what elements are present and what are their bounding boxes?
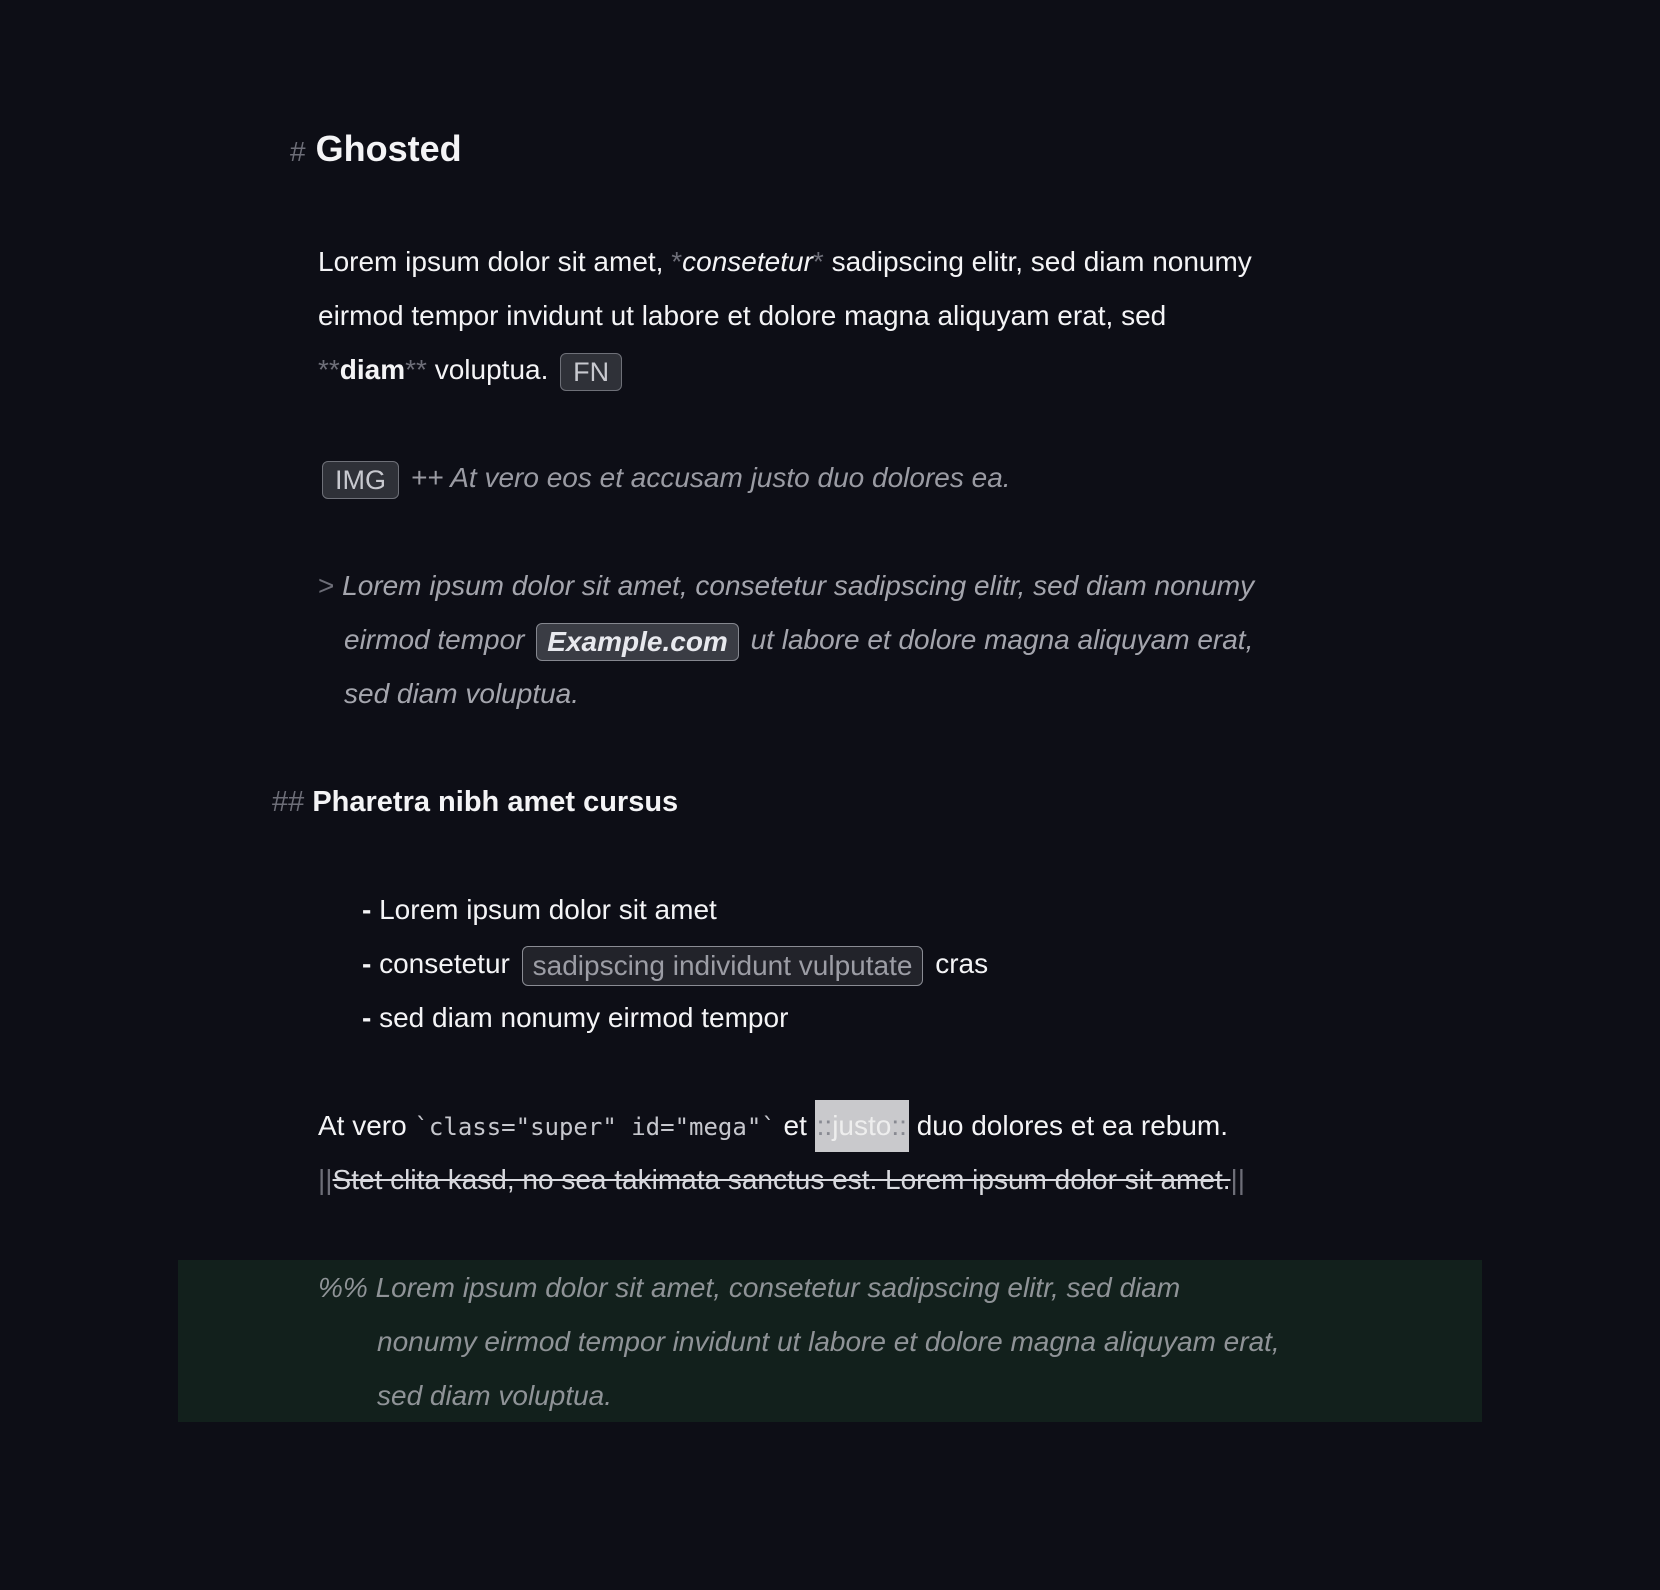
heading-text: Pharetra nibh amet cursus bbox=[312, 786, 679, 818]
paragraph-line bbox=[318, 289, 1166, 343]
strike-marker: || bbox=[318, 1164, 333, 1195]
blockquote-line bbox=[318, 559, 1254, 613]
heading-marker: # bbox=[290, 136, 306, 167]
strong-marker: ** bbox=[318, 354, 340, 385]
strike-marker: || bbox=[1230, 1164, 1246, 1195]
strong-text: diam bbox=[339, 354, 406, 385]
text-run: duo dolores et ea rebum. bbox=[908, 1110, 1229, 1141]
text-run: nonumy eirmod tempor invidunt ut labore et dolore magna aliquyam erat, bbox=[377, 1326, 1280, 1357]
list-bullet: - bbox=[362, 1002, 372, 1033]
heading-1 bbox=[290, 122, 462, 179]
link[interactable]: Example.com bbox=[536, 623, 739, 661]
blockquote-line bbox=[344, 613, 1253, 667]
blockquote-line bbox=[344, 667, 579, 721]
image-tag[interactable]: IMG bbox=[322, 461, 399, 499]
comment-line bbox=[377, 1315, 1280, 1369]
heading-text: Ghosted bbox=[315, 128, 462, 169]
image-caption: At vero eos et accusam justo duo dolores ea. bbox=[443, 462, 1011, 493]
text-run: Lorem ipsum dolor sit amet bbox=[371, 894, 717, 925]
list-item bbox=[362, 937, 988, 991]
list-bullet: - bbox=[362, 894, 372, 925]
text-run: Lorem ipsum dolor sit amet, consetetur sadipscing elitr, sed diam bbox=[367, 1272, 1181, 1303]
comment-line bbox=[377, 1369, 612, 1423]
text-run: Lorem ipsum dolor sit amet, consetetur sadipscing elitr, sed diam nonumy bbox=[334, 570, 1255, 601]
strikethrough-text: Stet clita kasd, no sea takimata sanctus est. Lorem ipsum dolor sit amet. bbox=[332, 1164, 1231, 1195]
inline-code: `class="super" id="mega"` bbox=[414, 1113, 776, 1141]
highlight bbox=[815, 1100, 909, 1152]
text-run: sed diam voluptua. bbox=[377, 1380, 613, 1411]
text-run: At vero bbox=[318, 1110, 415, 1141]
text-run: cras bbox=[935, 948, 989, 979]
paragraph-line bbox=[318, 1153, 1245, 1207]
text-run: consetetur bbox=[371, 948, 510, 979]
highlight-text: justo bbox=[832, 1110, 892, 1141]
comment-marker: %% bbox=[318, 1272, 368, 1303]
text-run: eirmod tempor invidunt ut labore et dolore magna aliquyam erat, sed bbox=[318, 300, 1167, 331]
image-line bbox=[318, 451, 1011, 505]
highlight-marker: :: bbox=[816, 1110, 833, 1141]
paragraph-line bbox=[318, 235, 1252, 289]
footnote-tag[interactable]: FN bbox=[560, 353, 622, 391]
inline-chip[interactable]: sadipscing individunt vulputate bbox=[522, 946, 924, 986]
text-run: Lorem ipsum dolor sit amet, bbox=[318, 246, 672, 277]
text-run: ut labore et dolore magna aliquyam erat, bbox=[750, 624, 1254, 655]
text-run: sed diam voluptua. bbox=[344, 678, 580, 709]
text-run: eirmod tempor bbox=[344, 624, 525, 655]
list-item bbox=[362, 991, 788, 1045]
list-item bbox=[362, 883, 717, 937]
text-run: et bbox=[775, 1110, 815, 1141]
strong-marker: ** bbox=[405, 354, 427, 385]
emphasis-text: consetetur bbox=[682, 246, 813, 277]
image-marker: ++ bbox=[410, 462, 444, 493]
heading-marker: ## bbox=[272, 786, 305, 818]
text-run: voluptua. bbox=[426, 354, 549, 385]
emphasis-marker: * bbox=[812, 246, 824, 277]
text-run: sadipscing elitr, sed diam nonumy bbox=[823, 246, 1252, 277]
text-run: sed diam nonumy eirmod tempor bbox=[371, 1002, 789, 1033]
heading-2 bbox=[272, 775, 678, 829]
comment-line bbox=[318, 1261, 1180, 1315]
blockquote-marker: > bbox=[318, 570, 335, 601]
highlight-marker: :: bbox=[891, 1110, 907, 1141]
paragraph-line bbox=[318, 343, 626, 397]
list-bullet: - bbox=[362, 948, 372, 979]
paragraph-line bbox=[318, 1099, 1228, 1154]
emphasis-marker: * bbox=[671, 246, 683, 277]
